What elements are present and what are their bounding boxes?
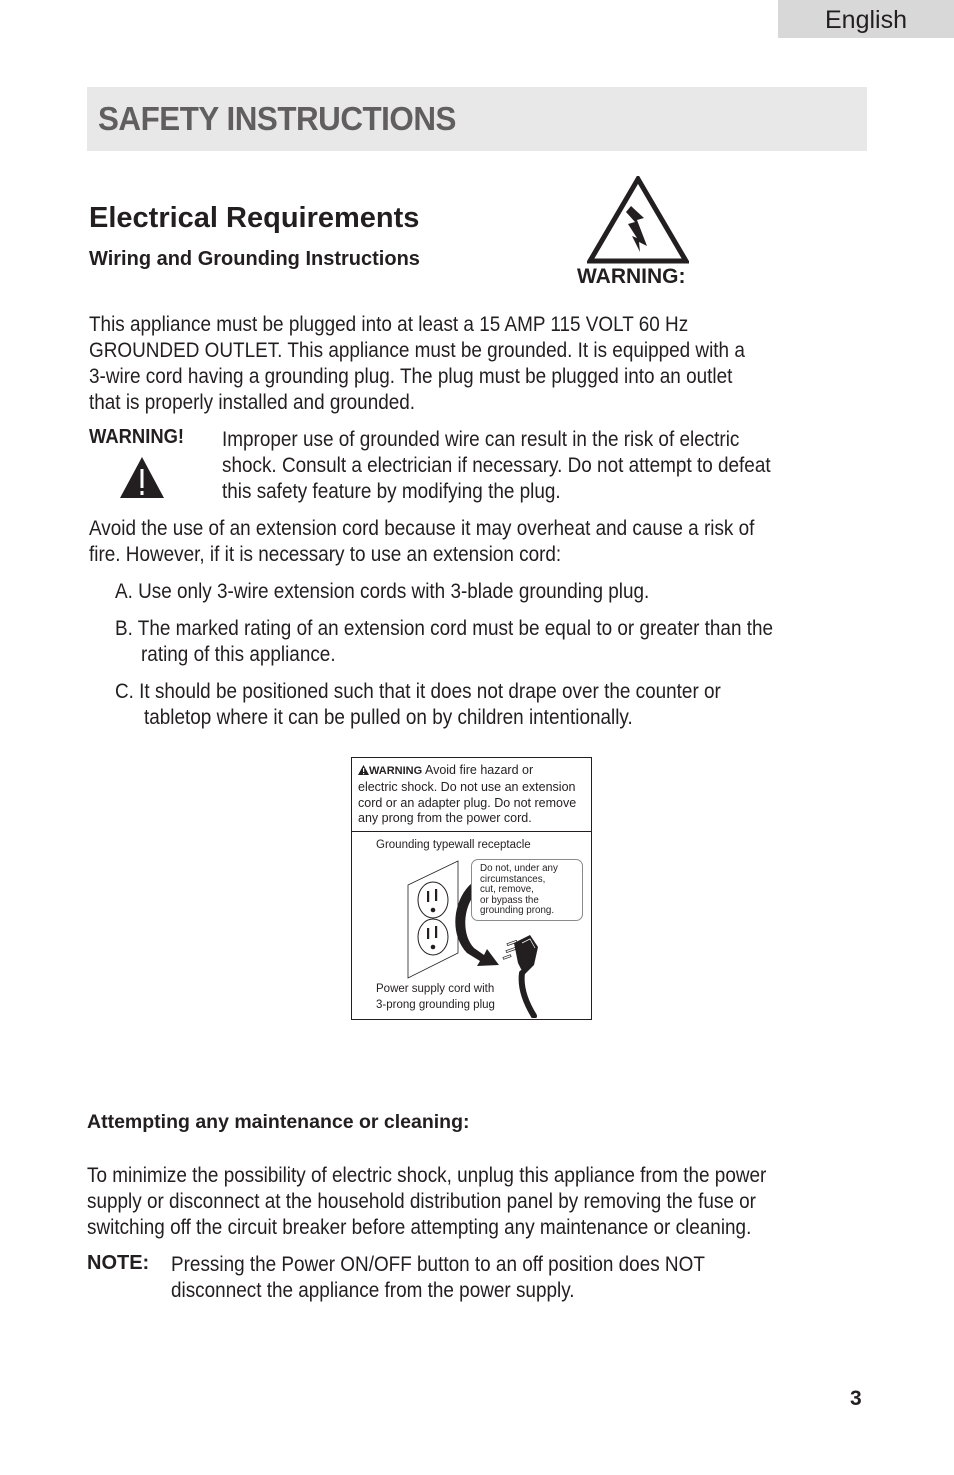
list-item-b — [115, 615, 863, 667]
caution-triangle-icon — [119, 456, 165, 499]
paragraph-line: Avoid the use of an extension cord because it may overheat and cause a risk of — [89, 516, 755, 540]
warning-line: Improper use of grounded wire can result in the risk of electric — [222, 427, 740, 451]
electrical-requirements-heading: Electrical Requirements — [89, 202, 420, 234]
figure-warning-line: cord or an adapter plug. Do not remove — [358, 795, 577, 810]
note-label: NOTE: — [87, 1252, 150, 1274]
callout-line: or bypass the — [480, 894, 539, 906]
paragraph-line: GROUNDED OUTLET. This appliance must be grounded. It is equipped with a — [89, 338, 745, 362]
receptacle-label: Grounding typewall receptacle — [376, 839, 531, 851]
list-item-a — [115, 578, 722, 604]
grounding-plug-figure — [351, 757, 592, 1020]
caution-triangle-icon — [358, 765, 369, 775]
list-item-line: B. The marked rating of an extension cord must be equal to or greater than the — [115, 616, 774, 640]
callout-line: Do not, under any — [480, 863, 558, 874]
warning-line: this safety feature by modifying the plug. — [222, 479, 561, 503]
maintenance-heading: Attempting any maintenance or cleaning: — [87, 1111, 470, 1133]
list-item-line: A. Use only 3-wire extension cords with 3-blade grounding plug. — [115, 579, 650, 603]
section-title: SAFETY INSTRUCTIONS — [98, 100, 456, 137]
cord-label — [376, 982, 495, 1013]
section-title-bar — [87, 87, 867, 151]
extension-cord-paragraph — [89, 515, 845, 567]
paragraph-line: To minimize the possibility of electric shock, unplug this appliance from the power — [87, 1163, 767, 1187]
paragraph-line: 3-wire cord having a grounding plug. The plug must be plugged into an outlet — [89, 364, 733, 388]
list-item-line: tabletop where it can be pulled on by children intentionally. — [144, 705, 633, 729]
cord-label-line: Power supply cord with — [376, 983, 495, 995]
page-number: 3 — [850, 1387, 862, 1410]
warning-text — [222, 426, 845, 504]
paragraph-line: fire. However, if it is necessary to use an extension cord: — [89, 542, 562, 566]
paragraph-line: This appliance must be plugged into at least a 15 AMP 115 VOLT 60 Hz — [89, 312, 689, 336]
warning-label: WARNING! — [89, 426, 185, 448]
figure-warning-line: electric shock. Do not use an extension — [358, 779, 576, 794]
note-text — [171, 1251, 778, 1303]
figure-warning-label: WARNING — [369, 765, 423, 777]
cord-label-line: 3-prong grounding plug — [376, 998, 495, 1011]
figure-warning-line: any prong from the power cord. — [358, 811, 532, 826]
warning-line: shock. Consult a electrician if necessary. Do not attempt to defeat — [222, 453, 771, 477]
callout-line: circumstances, — [480, 873, 546, 885]
warning-caption: WARNING: — [577, 265, 686, 288]
callout-line: cut, remove, — [480, 884, 534, 896]
figure-warning-line: Avoid fire hazard or — [424, 763, 534, 777]
language-tab: English — [778, 0, 954, 38]
list-item-line: C. It should be positioned such that it does not drape over the counter or — [115, 679, 721, 703]
list-item-line: rating of this appliance. — [141, 642, 336, 666]
list-item-c — [115, 678, 803, 730]
note-line: Pressing the Power ON/OFF button to an off position does NOT — [171, 1252, 705, 1276]
wiring-grounding-subheading: Wiring and Grounding Instructions — [89, 248, 420, 270]
callout-line: grounding prong. — [480, 905, 555, 917]
paragraph-line: switching off the circuit breaker before attempting any maintenance or cleaning. — [87, 1215, 752, 1239]
maintenance-paragraph — [87, 1162, 859, 1240]
grounding-paragraph — [89, 311, 834, 415]
paragraph-line: that is properly installed and grounded. — [89, 390, 416, 414]
note-line: disconnect the appliance from the power supply. — [171, 1278, 575, 1302]
paragraph-line: supply or disconnect at the household distribution panel by removing the fuse or — [87, 1189, 756, 1213]
figure-warning-box — [352, 758, 591, 832]
electric-shock-warning-icon — [587, 176, 689, 264]
grounding-prong-callout — [471, 859, 583, 921]
